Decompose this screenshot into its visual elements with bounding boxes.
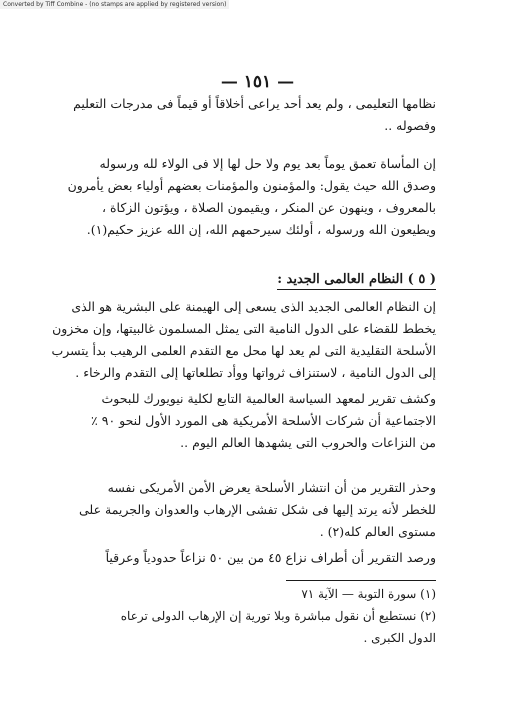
footnote-separator — [286, 580, 436, 581]
text-line: للخطر لأنه يرتد إليها فى شكل تفشى الإرهاب والعدوان والجريمة على — [79, 502, 436, 517]
converter-watermark: Converted by Tiff Combine - (no stamps are applied by registered version) — [0, 0, 229, 9]
paragraph-5 — [79, 477, 436, 543]
footnote-2: (٢) نستطيع أن نقول مباشرة وبلا تورية إن الإرهاب الدولى ترعاه — [120, 609, 436, 623]
text-line: وحذر التقرير من أن انتشار الأسلحة يعرض الأمن الأمريكى نفسه — [107, 480, 436, 495]
text-line: إن المأساة تعمق يوماً بعد يوم ولا حل لها إلا فى الولاء لله ورسوله — [99, 156, 436, 171]
text-line: وصدق الله حيث يقول: والمؤمنون والمؤمنات بعضهم أولياء بعض يأمرون — [67, 178, 436, 193]
footnotes — [92, 584, 436, 650]
paragraph-4 — [92, 388, 436, 454]
footnote-1: (١) سورة التوبة — الآية ٧١ — [301, 587, 436, 601]
text-line: وكشف تقرير لمعهد السياسة العالمية التابع لكلية نيويورك للبحوث — [101, 391, 436, 406]
paragraph-2 — [67, 153, 436, 241]
text-line: إلى الدول النامية ، لاستنزاف ثرواتها ووأد تطلعاتها إلى التقدم والرخاء . — [75, 365, 436, 380]
paragraph-1 — [73, 93, 436, 137]
text-line: مستوى العالم كله(٢) . — [319, 524, 436, 539]
text-line: بالمعروف ، وينهون عن المنكر ، ويقيمون الصلاة ، ويؤتون الزكاة ، — [101, 200, 436, 215]
text-line: الاجتماعية أن شركات الأسلحة الأمريكية هى المورد الأول لنحو ٩٠ ٪ — [91, 413, 436, 428]
text-line: ورصد التقرير أن أطراف نزاع ٤٥ من بين ٥٠ نزاعاً حدودياً وعرقياً — [105, 550, 436, 565]
text-line: إن النظام العالمى الجديد الذى يسعى إلى الهيمنة على البشرية هو الذى — [71, 299, 436, 314]
footnote-2-continued: الدول الكبرى . — [363, 631, 436, 645]
text-line: من النزاعات والحروب التى يشهدها العالم اليوم .. — [180, 435, 436, 450]
paragraph-6 — [92, 547, 436, 569]
page-number: — ١٥١ — — [220, 72, 295, 92]
text-line: نظامها التعليمى ، ولم يعد أحد يراعى أخلاقاً أو قيماً فى مدرجات التعليم — [73, 96, 436, 111]
text-line: وفصوله .. — [384, 118, 436, 133]
text-line: ويطيعون الله ورسوله ، أولئك سيرحمهم الله، إن الله عزيز حكيم(١). — [86, 222, 436, 237]
paragraph-3 — [51, 296, 436, 384]
section-heading-text: ( ٥ ) النظام العالمى الجديد : — [277, 272, 436, 290]
text-line: الأسلحة التقليدية التى لم يعد لها محل مع التقدم العلمى الرهيب بدأ يتسرب — [51, 343, 436, 358]
section-heading — [92, 272, 436, 287]
text-line: يخطط للقضاء على الدول النامية التى يمثل المسلمون غالبيتها، وإن مخزون — [52, 321, 436, 336]
